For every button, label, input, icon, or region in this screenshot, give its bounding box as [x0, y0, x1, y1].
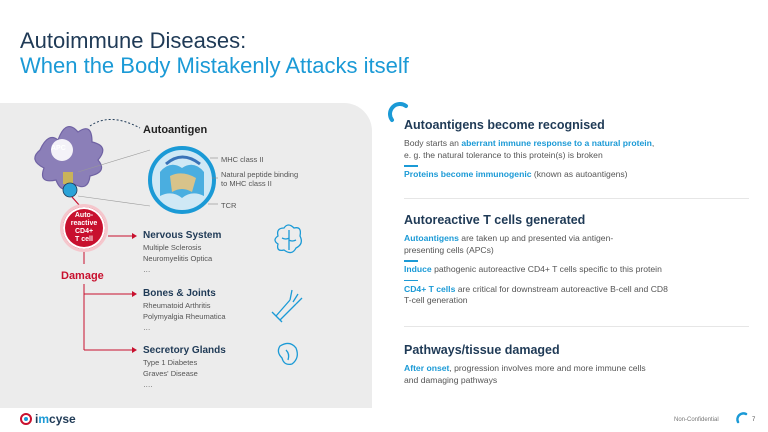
- section-paragraph: [404, 138, 749, 161]
- highlight-text: Autoantigens: [404, 233, 459, 243]
- category-item: …: [143, 265, 151, 274]
- brain-icon: [275, 225, 301, 253]
- text-run: are taken up and presented via antigen-: [458, 233, 614, 243]
- section-title: Pathways/tissue damaged: [404, 343, 560, 357]
- highlight-text: aberrant immune response to a natural protein: [461, 138, 652, 148]
- category-title-bones: Bones & Joints: [143, 288, 216, 299]
- text-run: (known as autoantigens): [531, 169, 628, 179]
- highlight-text: CD4+ T cells: [404, 283, 456, 294]
- text-run: T-cell generation: [404, 295, 468, 305]
- mhc-zoom-circle: [150, 148, 214, 212]
- category-item: Graves' Disease: [143, 369, 198, 378]
- text-run: presenting cells (APCs): [404, 244, 494, 255]
- section-divider: [404, 198, 749, 199]
- gland-icon: [278, 343, 297, 364]
- section-title: Autoantigens become recognised: [404, 118, 605, 132]
- category-item: …: [143, 323, 151, 332]
- section-title: Autoreactive T cells generated: [404, 213, 586, 227]
- logo-text-part: cyse: [49, 412, 76, 426]
- cell-label-line: reactive: [70, 220, 98, 227]
- autoantigen-arrow: [90, 119, 140, 128]
- accent-underline: [404, 165, 418, 167]
- text-run: are critical for downstream autoreactive B-cell and CD8: [455, 283, 668, 294]
- peptide-callout-line2: to MHC class II: [221, 179, 272, 188]
- logo-text-part: i: [35, 412, 39, 426]
- text-run: e. g. the natural tolerance to this protein(s) is broken: [404, 149, 603, 160]
- logo-mark-icon: [20, 413, 32, 425]
- footer-arc-icon: [735, 411, 749, 425]
- section-paragraph: [404, 169, 749, 181]
- section-pathways: [404, 343, 749, 392]
- text-run: pathogenic autoreactive CD4+ T cells specific to this protein: [431, 264, 662, 274]
- category-item: Rheumatoid Arthritis: [143, 301, 211, 310]
- section-paragraph: [404, 264, 749, 276]
- cell-label-line: Auto-: [74, 212, 94, 219]
- highlight-text: After onset: [404, 363, 450, 373]
- highlight-text: Proteins become immunogenic: [404, 169, 532, 179]
- cell-label-line: T cell: [75, 236, 93, 243]
- text-run: , progression involves more and more immune cells: [449, 363, 646, 373]
- accent-underline: [404, 280, 418, 282]
- category-item: Polymyalgia Rheumatica: [143, 312, 226, 321]
- damage-label: Damage: [61, 270, 104, 282]
- mhc-callout: MHC class II: [221, 155, 264, 164]
- accent-underline: [404, 260, 418, 262]
- section-autoreactive: [404, 213, 749, 313]
- imcyse-logo: [20, 412, 76, 426]
- section-divider: [404, 326, 749, 327]
- autoreactive-t-cell: [60, 204, 108, 252]
- cell-label-line: CD4+: [74, 228, 94, 235]
- damage-tree-lines: [84, 236, 132, 350]
- category-item: ….: [143, 380, 153, 389]
- section-autoantigens: [404, 118, 749, 187]
- text-run: and damaging pathways: [404, 374, 498, 385]
- section-paragraph: [404, 284, 749, 307]
- autoantigen-label: Autoantigen: [143, 124, 208, 136]
- tcr-callout: TCR: [221, 201, 237, 210]
- apc-label: APC: [51, 145, 66, 152]
- category-item: Multiple Sclerosis: [143, 243, 202, 252]
- slide-title: Autoimmune Diseases:: [20, 28, 247, 53]
- logo-text-part: m: [38, 412, 50, 426]
- text-run: Body starts an: [404, 138, 462, 148]
- classification-label: Non-Confidential: [674, 417, 719, 423]
- category-item: Neuromyelitis Optica: [143, 254, 213, 263]
- bone-joint-icon: [272, 290, 302, 322]
- category-item: Type 1 Diabetes: [143, 358, 198, 367]
- section-paragraph: [404, 233, 749, 256]
- page-number: 7: [752, 417, 756, 423]
- logo-text: [35, 412, 76, 426]
- slide-subtitle: When the Body Mistakenly Attacks itself: [20, 53, 409, 78]
- peptide-callout-line1: Natural peptide binding: [221, 170, 299, 179]
- text-run: ,: [651, 138, 655, 148]
- category-title-secretory: Secretory Glands: [143, 345, 226, 356]
- category-title-nervous: Nervous System: [143, 230, 222, 241]
- section-paragraph: [404, 363, 749, 386]
- highlight-text: Induce: [404, 264, 432, 274]
